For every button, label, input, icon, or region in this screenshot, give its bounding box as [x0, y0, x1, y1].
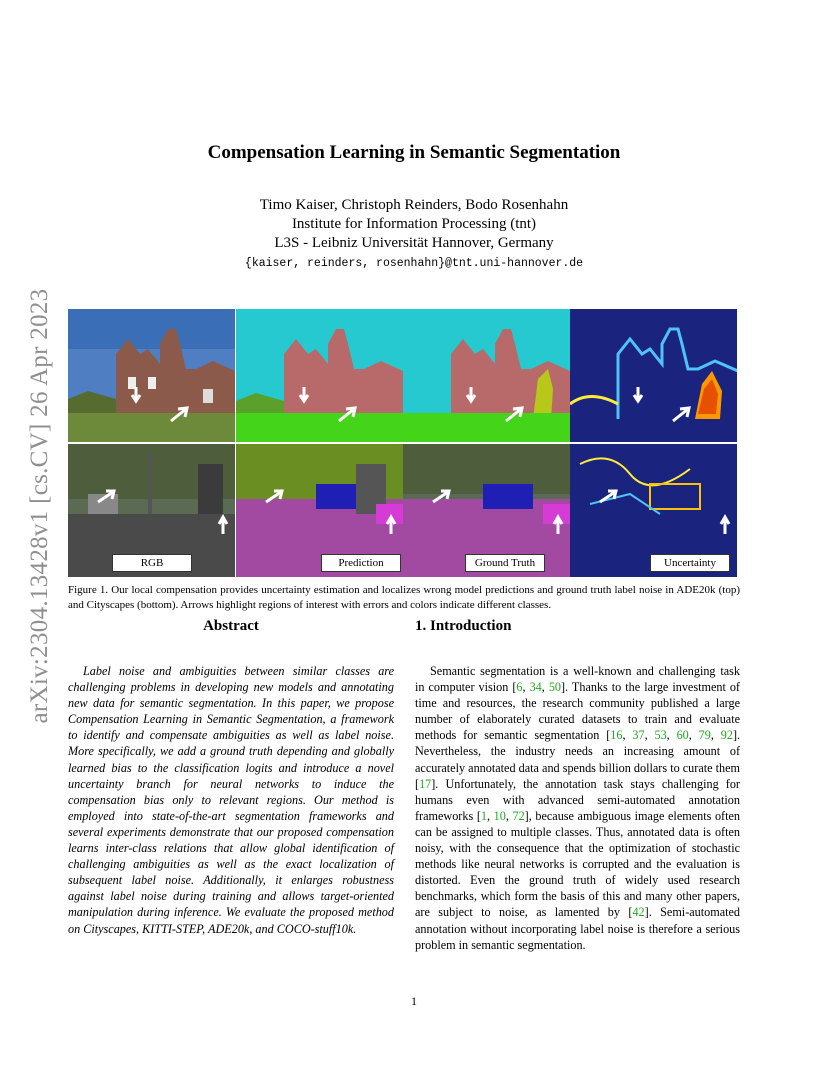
author-block: [0, 196, 828, 273]
introduction-text: Semantic segmentation is a well-known and challenging task in computer vision [6, 34, 50]. Thanks to the large investment of time and resources, the research community published a large number of elaborately curated datasets to train and evaluate methods for semantic segmentation [16, 37, 53, 60, 79, 92]. Nevertheless, the industry needs an increasing amount of accurately annotated data and spends billion dollars to curate them [17]. Unfortunately, the annotation task stays challenging for humans even with advanced semi-automated annotation frameworks [1, 10, 72], because ambiguous image elements often can be assigned to multiple classes. Thus, annotated data is often noisy, with the consequence that the optimization of stochastic methods like neural networks is corrupted and the evaluation is distorted. Even the ground truth of widely used research benchmarks, which form the basis of this and many other papers, are subject to noise, as lamented by [42]. Semi-automated annotation without incorporating label noise is therefore a serious problem in semantic segmentation.: [415, 664, 741, 952]
intro-text-part: ]. Nevertheless, the industry needs an increasing amount of accurately annotated data and spends billion dollars to curate them [: [415, 728, 741, 791]
label-prediction: Prediction: [321, 554, 401, 572]
introduction-heading: 1. Introduction: [415, 618, 512, 634]
ade-prediction-image: [236, 309, 403, 442]
intro-text-part: ]. Unfortunately, the annotation task stays challenging for humans even with advanced semi-automated annotation frameworks [: [415, 776, 740, 823]
citation-link[interactable]: 53: [654, 728, 667, 743]
citation-link[interactable]: 34: [529, 680, 542, 695]
citation-link[interactable]: 10: [493, 808, 506, 823]
ade-uncertainty-image: [570, 309, 737, 442]
citation-link[interactable]: 37: [632, 728, 645, 743]
label-ground-truth: Ground Truth: [465, 554, 545, 572]
intro-text-part: ], because ambiguous image elements often can be assigned to multiple classes. Thus, annotated data is often noisy, with the consequence that the optimization of stochastic methods like neural networks is corrupted and the evaluation is distorted. Even the ground truth of widely used research benchmarks, which form the basis of this and many other papers, are subject to noise, as lamented by [: [415, 808, 740, 920]
city-groundtruth-image: [403, 444, 570, 577]
figure-1: [68, 309, 738, 577]
paper-title: Compensation Learning in Semantic Segmentation: [207, 142, 621, 163]
ade-groundtruth-image: [403, 309, 570, 442]
citation-link[interactable]: 6: [516, 680, 523, 695]
ade-rgb-image: [68, 309, 235, 442]
affiliation-institute: Institute for Information Processing (tnt): [291, 216, 537, 232]
author-names: Timo Kaiser, Christoph Reinders, Bodo Rosenhahn: [259, 197, 569, 213]
abstract-heading: Abstract: [203, 618, 259, 634]
citation-link[interactable]: 79: [698, 728, 711, 743]
intro-text-part: Semantic segmentation is a well-known and challenging task in computer vision [: [415, 664, 740, 695]
introduction-section: [415, 618, 740, 953]
citation-link[interactable]: 1: [480, 808, 487, 823]
city-prediction-image: [236, 444, 403, 577]
citation-link[interactable]: 50: [548, 680, 561, 695]
label-uncertainty: Uncertainty: [650, 554, 730, 572]
label-rgb: RGB: [112, 554, 192, 572]
figure-caption: Figure 1. Our local compensation provides uncertainty estimation and localizes wrong model predictions and ground truth label noise in ADE20k (top) and Cityscapes (bottom). Arrows highlight regions of interest with errors and colors indicate different classes.: [68, 584, 740, 611]
affiliation-university: L3S - Leibniz Universität Hannover, Germany: [274, 235, 554, 251]
arxiv-stamp-text: arXiv:2304.13428v1 [cs.CV] 26 Apr 2023: [26, 288, 53, 724]
abstract-text: Label noise and ambiguities between similar classes are challenging problems in developing new models and annotating new data for semantic segmentation. In this paper, we propose Compensation Learning in Semantic Segmentation, a framework to identify and compensate ambiguities as well as label noise. More specifically, we add a ground truth depending and globally learned bias to the classification logits and introduce a novel uncertainty branch for neural networks to induce the compensation bias only to relevant regions. Our method is employed into state-of-the-art segmentation frameworks and several experiments demonstrate that our proposed compensation learns inter-class relations that allow global identification of challenging ambiguities as well as the exact localization of subsequent label noise. Additionally, it enlarges robustness against label noise during training and allows target-oriented manipulation during inference. We evaluate the proposed method on Cityscapes, KITTI-STEP, ADE20k, and COCO-stuff10k.: [68, 664, 394, 936]
citation-link[interactable]: 16: [610, 728, 623, 743]
citation-link[interactable]: 42: [632, 905, 645, 920]
author-emails: {kaiser, reinders, rosenhahn}@tnt.uni-hannover.de: [244, 257, 584, 270]
arxiv-stamp: [22, 286, 58, 726]
city-uncertainty-image: [570, 444, 737, 577]
citation-link[interactable]: 17: [419, 776, 432, 791]
intro-text-part: ]. Thanks to the large investment of time and resources, the research community published a large number of elaborately curated datasets to train and evaluate methods for semantic segmentation [: [415, 680, 740, 743]
citation-link[interactable]: 60: [676, 728, 689, 743]
abstract-section: [68, 618, 394, 937]
citation-link[interactable]: 92: [720, 728, 733, 743]
citation-link[interactable]: 72: [512, 808, 525, 823]
page-number: 1: [411, 994, 417, 1008]
intro-text-part: ]. Semi-automated annotation without incorporating label noise is therefore a serious problem in semantic segmentation.: [415, 905, 741, 952]
city-rgb-image: [68, 444, 235, 577]
